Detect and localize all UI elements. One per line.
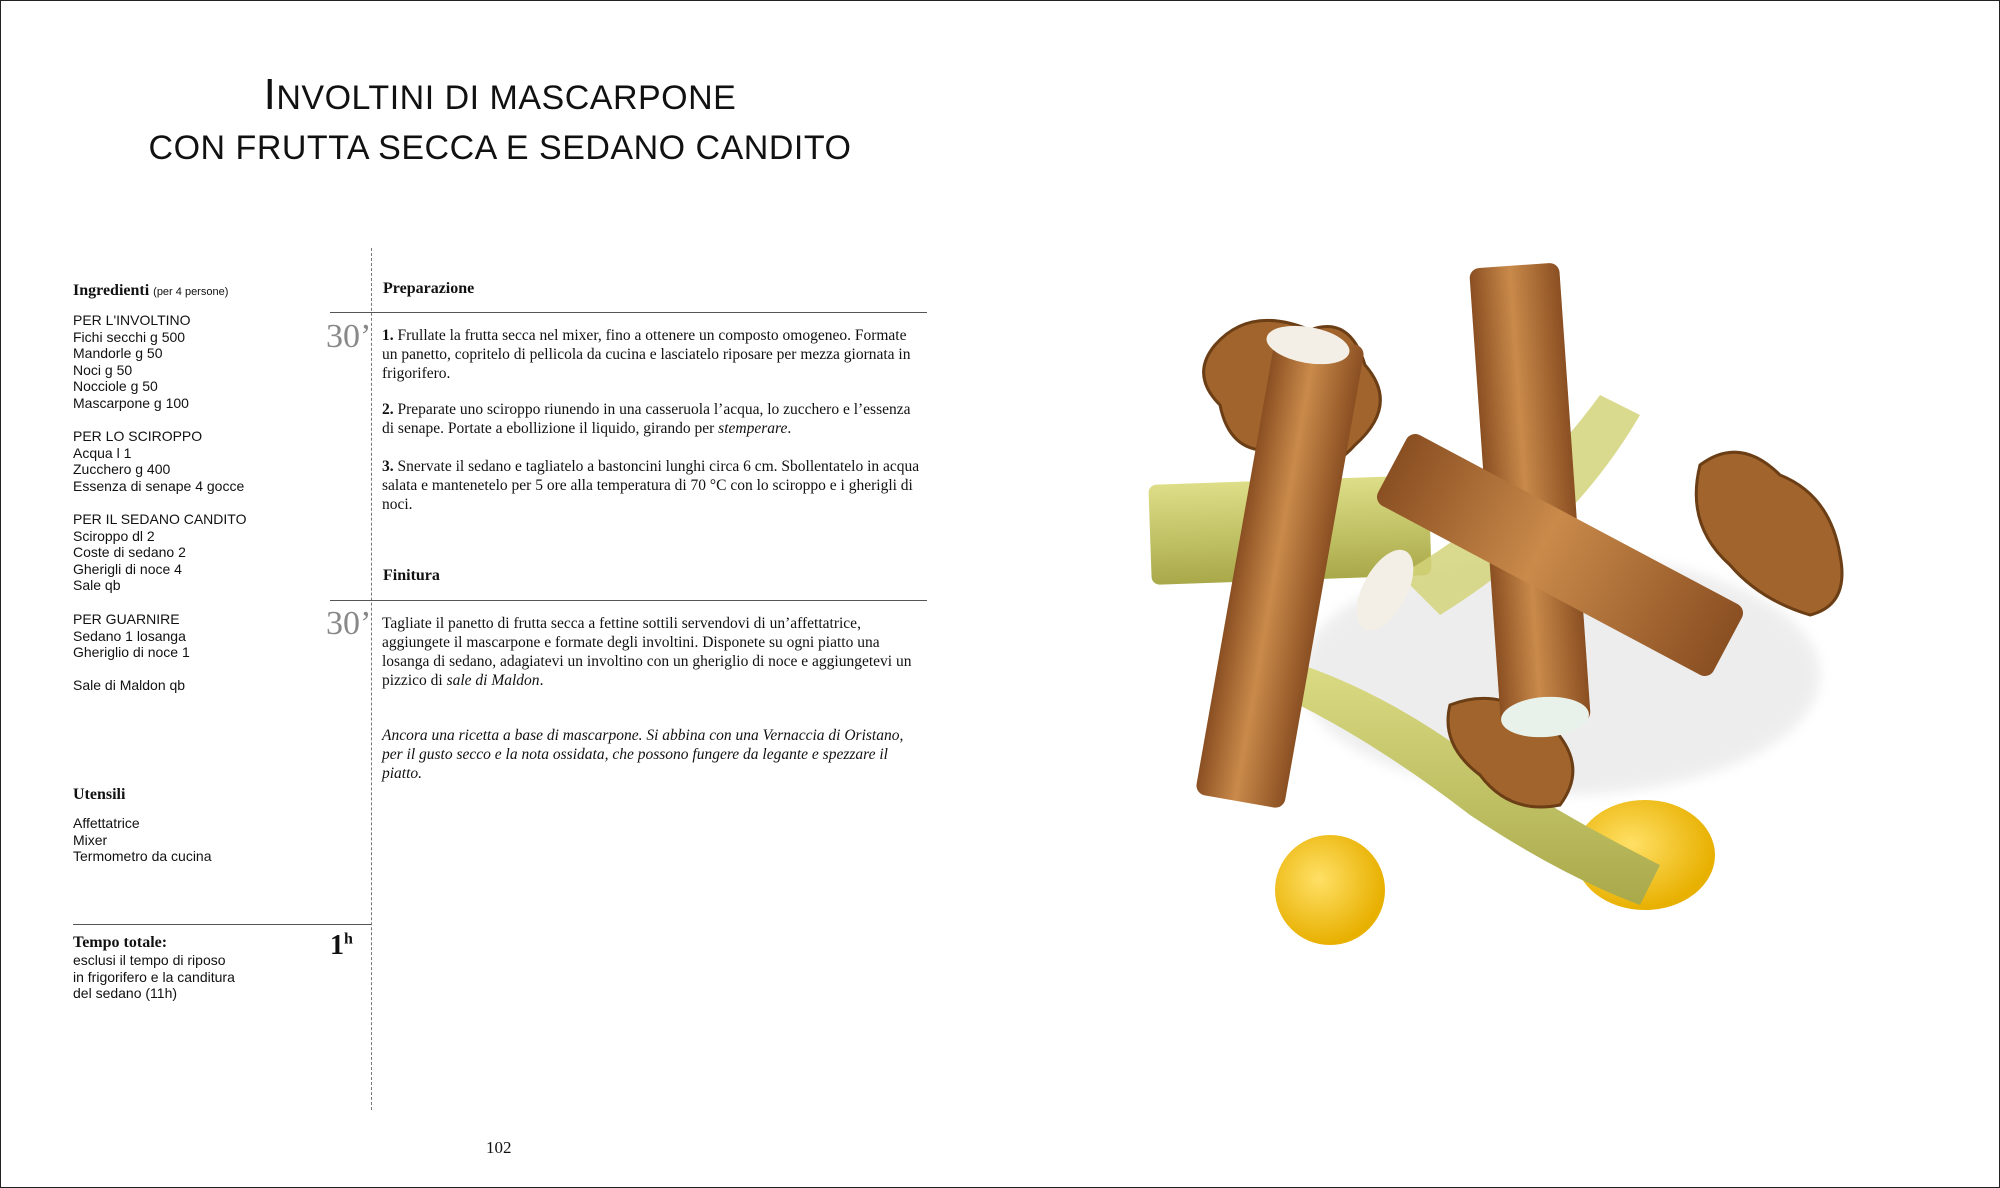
ingredient-item: Essenza di senape 4 gocce bbox=[73, 477, 245, 494]
page-number: 102 bbox=[486, 1138, 512, 1157]
ingredient-group-involtino bbox=[73, 312, 191, 411]
ingredient-group-guarnire bbox=[73, 611, 190, 661]
ingredient-item: Gherigli di noce 4 bbox=[73, 560, 182, 577]
ingredient-item: Acqua l 1 bbox=[73, 444, 132, 461]
preparazione-divider bbox=[330, 312, 927, 313]
utensili-heading: Utensili bbox=[73, 786, 126, 803]
ingredient-item: Zucchero g 400 bbox=[73, 461, 171, 477]
finitura-time: 30’ bbox=[326, 605, 372, 642]
sauce-drop bbox=[1275, 835, 1385, 945]
title-line-1: NVOLTINI DI MASCARPONE bbox=[276, 79, 737, 117]
title-line-2: CON FRUTTA SECCA E SEDANO CANDITO bbox=[148, 129, 852, 167]
tempo-divider bbox=[73, 924, 371, 925]
ingredient-group-sedano bbox=[73, 511, 246, 594]
tempo-value: 1$^h$ bbox=[330, 930, 353, 961]
utensil-item: Termometro da cucina bbox=[73, 848, 212, 864]
ingredient-item: Coste di sedano 2 bbox=[73, 544, 186, 560]
ingredient-group-sciroppo bbox=[73, 428, 244, 494]
ingredients-heading: Ingredienti (per 4 persone) bbox=[73, 282, 229, 299]
ingredient-item: Noci g 50 bbox=[73, 361, 133, 378]
tempo-totale: Tempo totale: esclusi il tempo di riposo in frigorifero e la canditura del sedano (11h) bbox=[73, 934, 235, 1001]
ingredient-item: Mascarpone g 100 bbox=[73, 394, 189, 411]
finitura-text: Tagliate il panetto di frutta secca a fettine sottili servendovi di un’affettatrice, aggiungete il mascarpone e formate degli involtini. Disponete su ogni piatto una losanga di sedano, adagiatevi un involtino con un gheriglio di noce e aggiungetevi un pizzico di sale di Maldon. bbox=[382, 615, 912, 689]
group-title: PER GUARNIRE bbox=[73, 611, 180, 627]
ingredient-item: Sedano 1 losanga bbox=[73, 627, 186, 644]
utensili-list bbox=[73, 815, 212, 865]
dish-photo bbox=[1140, 255, 1940, 955]
group-title: PER LO SCIROPPO bbox=[73, 428, 203, 444]
tempo-heading: Tempo totale: bbox=[73, 934, 168, 951]
ingredient-extra: Sale di Maldon qb bbox=[73, 677, 186, 693]
step-2: 2. Preparate uno sciroppo riunendo in una casseruola l’acqua, lo zucchero e l’essenza di senape. Portate a ebollizione il liquido, girando per stemperare. bbox=[382, 401, 911, 437]
preparazione-heading: Preparazione bbox=[383, 280, 475, 297]
ingredient-item: Gheriglio di noce 1 bbox=[73, 644, 190, 660]
ingredient-item: Sale qb bbox=[73, 577, 121, 593]
utensil-item: Affettatrice bbox=[73, 815, 140, 831]
ingredient-item: Mandorle g 50 bbox=[73, 345, 163, 361]
group-title: PER IL SEDANO CANDITO bbox=[73, 511, 247, 527]
step-3: 3. Snervate il sedano e tagliatelo a bastoncini lunghi circa 6 cm. Sbollentatelo in acqua salata e mantenetelo per 5 ore alla temperatura di 70 °C con lo sciroppo e i gherigli di noci. bbox=[382, 458, 920, 513]
column-divider bbox=[371, 248, 372, 1110]
ingredient-item: Sciroppo dl 2 bbox=[73, 527, 155, 544]
ingredient-item: Nocciole g 50 bbox=[73, 378, 158, 394]
step-1: 1. Frullate la frutta secca nel mixer, fino a ottenere un composto omogeneo. Formate un panetto, copritelo di pellicola da cucina e lasciatelo riposare per mezza giornata in frigorifero. bbox=[382, 327, 911, 382]
ingredient-item: Fichi secchi g 500 bbox=[73, 328, 186, 345]
finitura-divider bbox=[330, 600, 927, 601]
wine-note: Ancora una ricetta a base di mascarpone. Si abbina con una Vernaccia di Oristano, per il gusto secco e la nota ossidata, che possono fungere da legante e spezzare il piatto. bbox=[382, 727, 904, 782]
finitura-heading: Finitura bbox=[383, 567, 440, 584]
utensil-item: Mixer bbox=[73, 831, 108, 848]
recipe-title: INVOLTINI DI MASCARPONE CON FRUTTA SECCA E SEDANO CANDITO bbox=[120, 70, 880, 173]
group-title: PER L'INVOLTINO bbox=[73, 312, 191, 328]
preparazione-time: 30’ bbox=[326, 318, 372, 355]
